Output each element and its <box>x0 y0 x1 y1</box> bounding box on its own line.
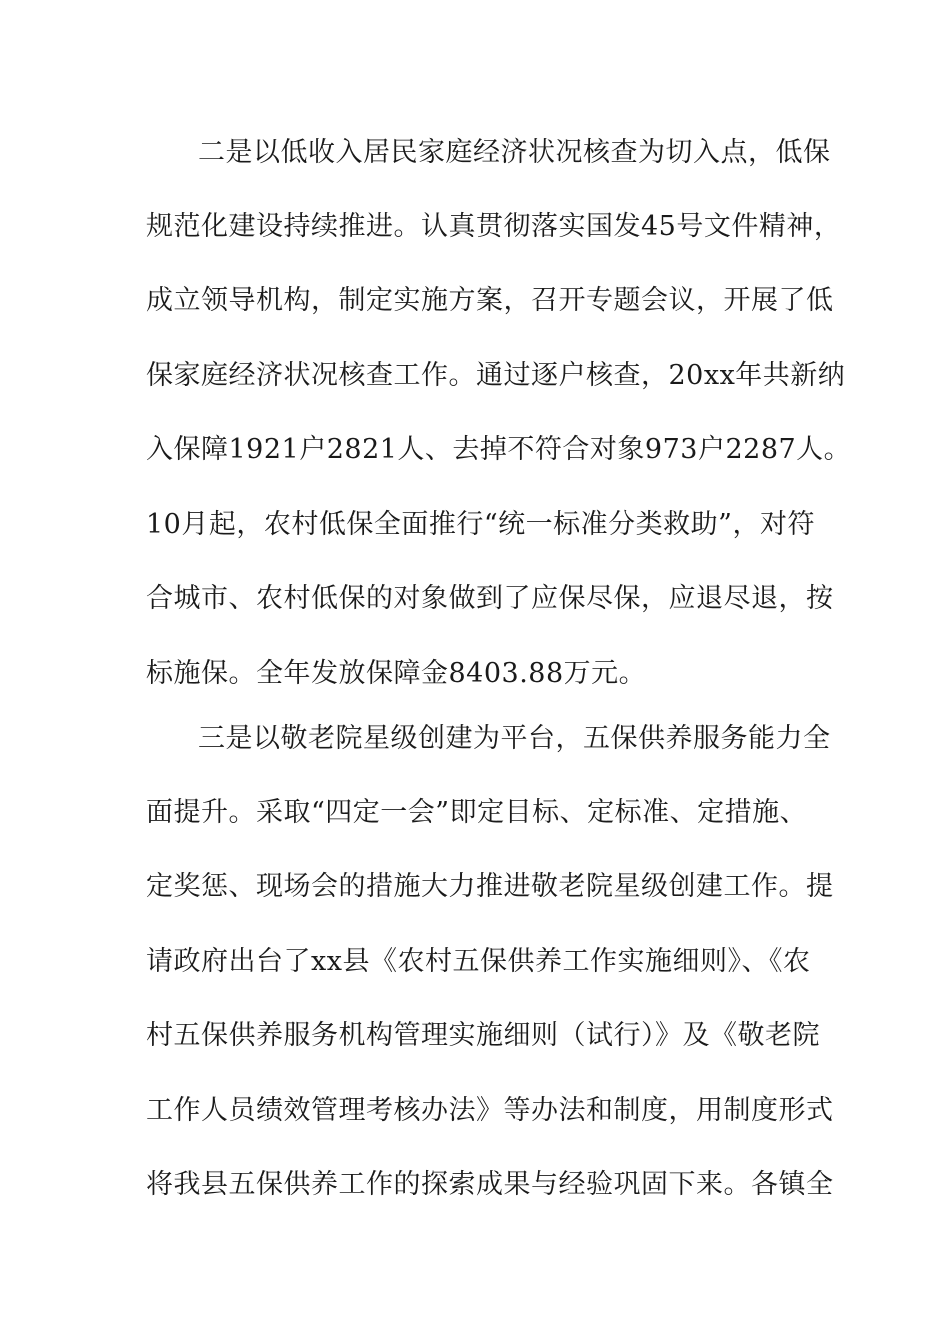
paragraph-line: 二是以低收入居民家庭经济状况核查为切入点，低保 <box>198 137 831 168</box>
paragraph-line: 保家庭经济状况核查工作。通过逐户核查，20xx年共新纳 <box>146 360 846 391</box>
paragraph-line: 三是以敬老院星级创建为平台，五保供养服务能力全 <box>198 723 831 754</box>
paragraph-line: 入保障1921户2821人、去掉不符合对象973户2287人。 <box>146 434 852 465</box>
paragraph-line: 请政府出台了xx县《农村五保供养工作实施细则》、《农 <box>146 946 811 977</box>
paragraph-line: 成立领导机构，制定实施方案，召开专题会议，开展了低 <box>146 285 834 316</box>
paragraph-line: 面提升。采取“四定一会”即定目标、定标准、定措施、 <box>146 797 808 828</box>
paragraph-line: 将我县五保供养工作的探索成果与经验巩固下来。各镇全 <box>146 1169 834 1200</box>
paragraph-line: 工作人员绩效管理考核办法》等办法和制度，用制度形式 <box>146 1095 834 1126</box>
paragraph-line: 标施保。全年发放保障金8403.88万元。 <box>146 658 647 689</box>
paragraph-line: 合城市、农村低保的对象做到了应保尽保，应退尽退，按 <box>146 583 834 614</box>
paragraph-line: 定奖惩、现场会的措施大力推进敬老院星级创建工作。提 <box>146 871 834 902</box>
paragraph-line: 村五保供养服务机构管理实施细则（试行）》及《敬老院 <box>146 1020 820 1051</box>
paragraph-line: 10月起，农村低保全面推行“统一标准分类救助”，对符 <box>146 509 815 540</box>
paragraph-line: 规范化建设持续推进。认真贯彻落实国发45号文件精神， <box>146 211 842 242</box>
